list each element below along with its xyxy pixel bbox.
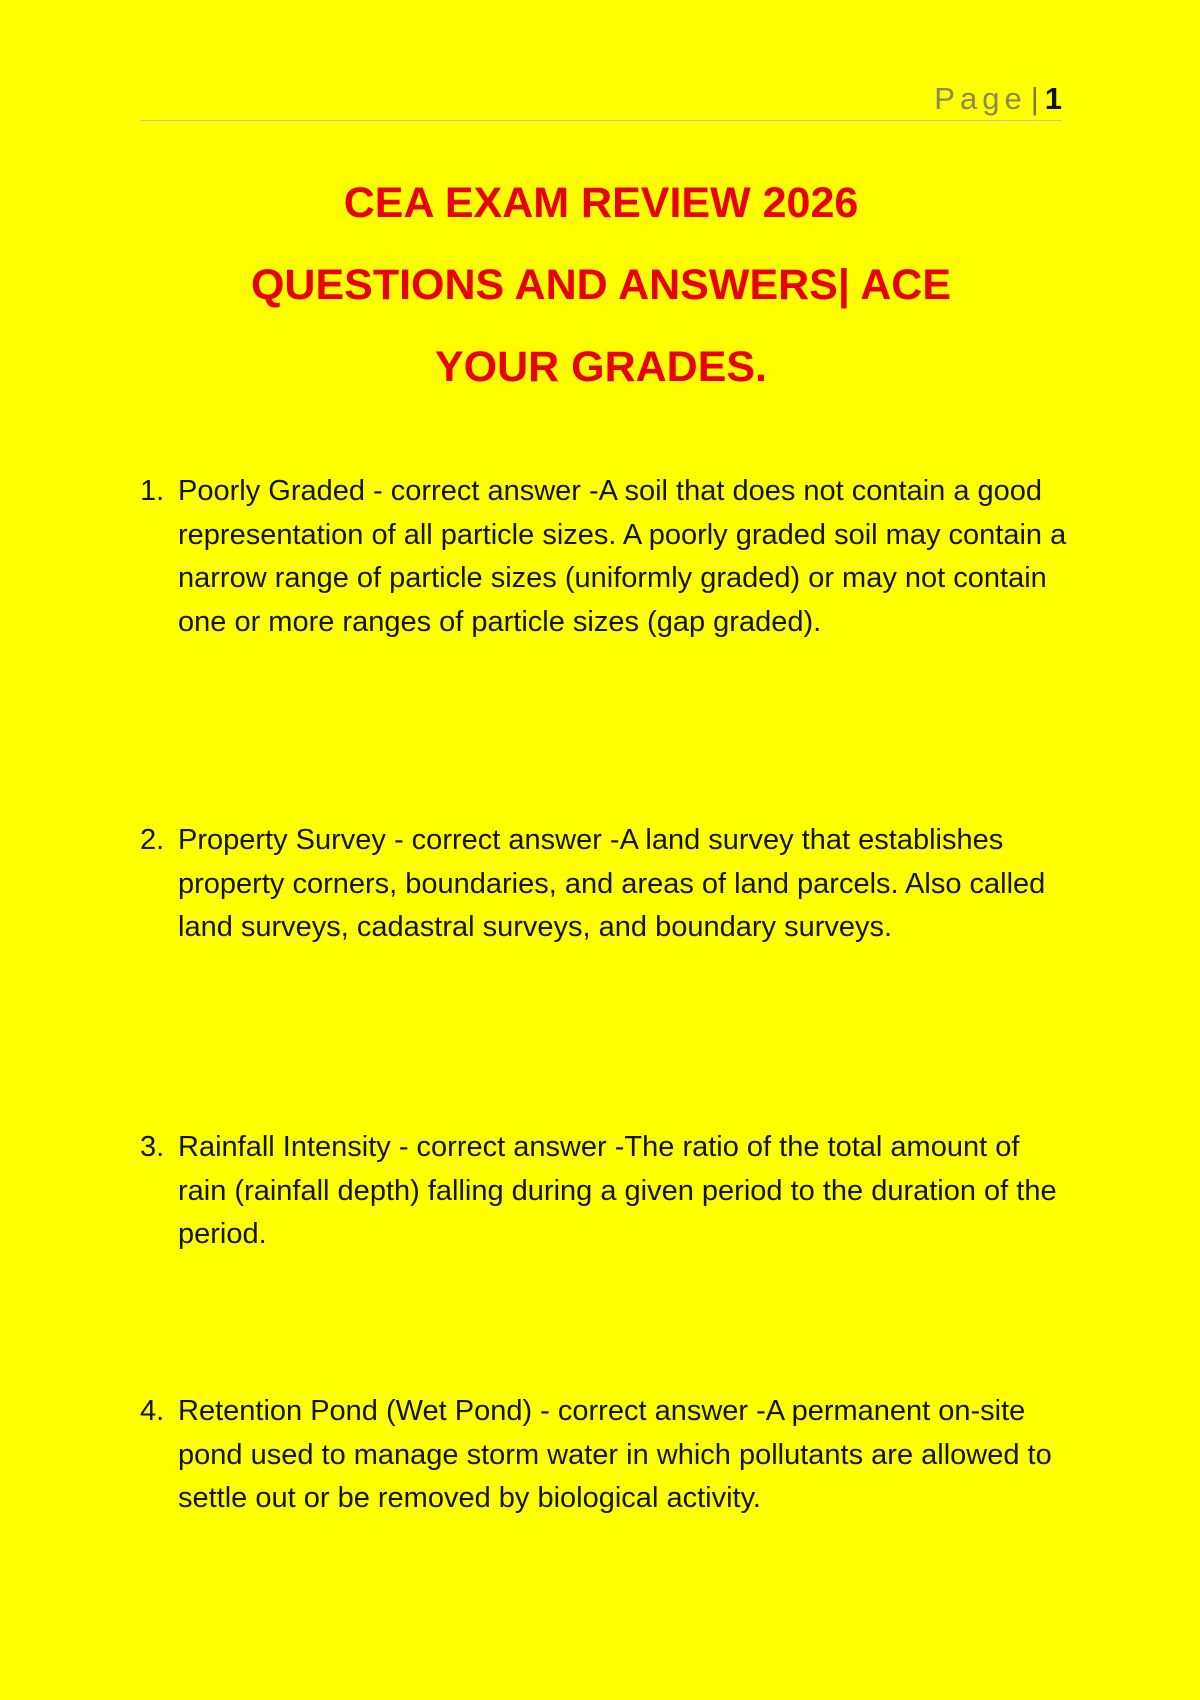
document-title [140,162,1062,408]
question-item-2 [140,819,1070,950]
question-number: 2. [140,824,165,856]
question-number: 3. [140,1131,165,1163]
title-line-3: YOUR GRADES. [434,343,768,391]
question-text: Poorly Graded - correct answer -A soil that does not contain a good representation of all particle sizes. A poorly graded soil may contain a narrow range of particle sizes (uniformly graded) or may not contain one or more ranges of particle sizes (gap graded). [178,475,1067,638]
question-item-1 [140,470,1070,644]
page-header [140,78,1062,121]
question-item-4 [140,1390,1070,1521]
question-number: 4. [140,1395,165,1427]
title-line-2: QUESTIONS AND ANSWERS| ACE [250,261,952,309]
question-text: Retention Pond (Wet Pond) - correct answer -A permanent on-site pond used to manage storm water in which pollutants are allowed to settle out or be removed by biological activity. [178,1395,1052,1514]
question-text: Property Survey - correct answer -A land survey that establishes property corners, boundaries, and areas of land parcels. Also called land surveys, cadastral surveys, and boundary surveys. [178,824,1046,943]
title-line-1: CEA EXAM REVIEW 2026 [343,179,859,227]
page-number: 1 [1044,81,1062,116]
question-text: Rainfall Intensity - correct answer -The ratio of the total amount of rain (rainfall depth) falling during a given period to the duration of the period. [178,1131,1057,1250]
question-item-3 [140,1126,1070,1257]
page-label: Page [934,81,1027,116]
question-number: 1. [140,475,165,507]
page-separator: | [1030,81,1039,116]
